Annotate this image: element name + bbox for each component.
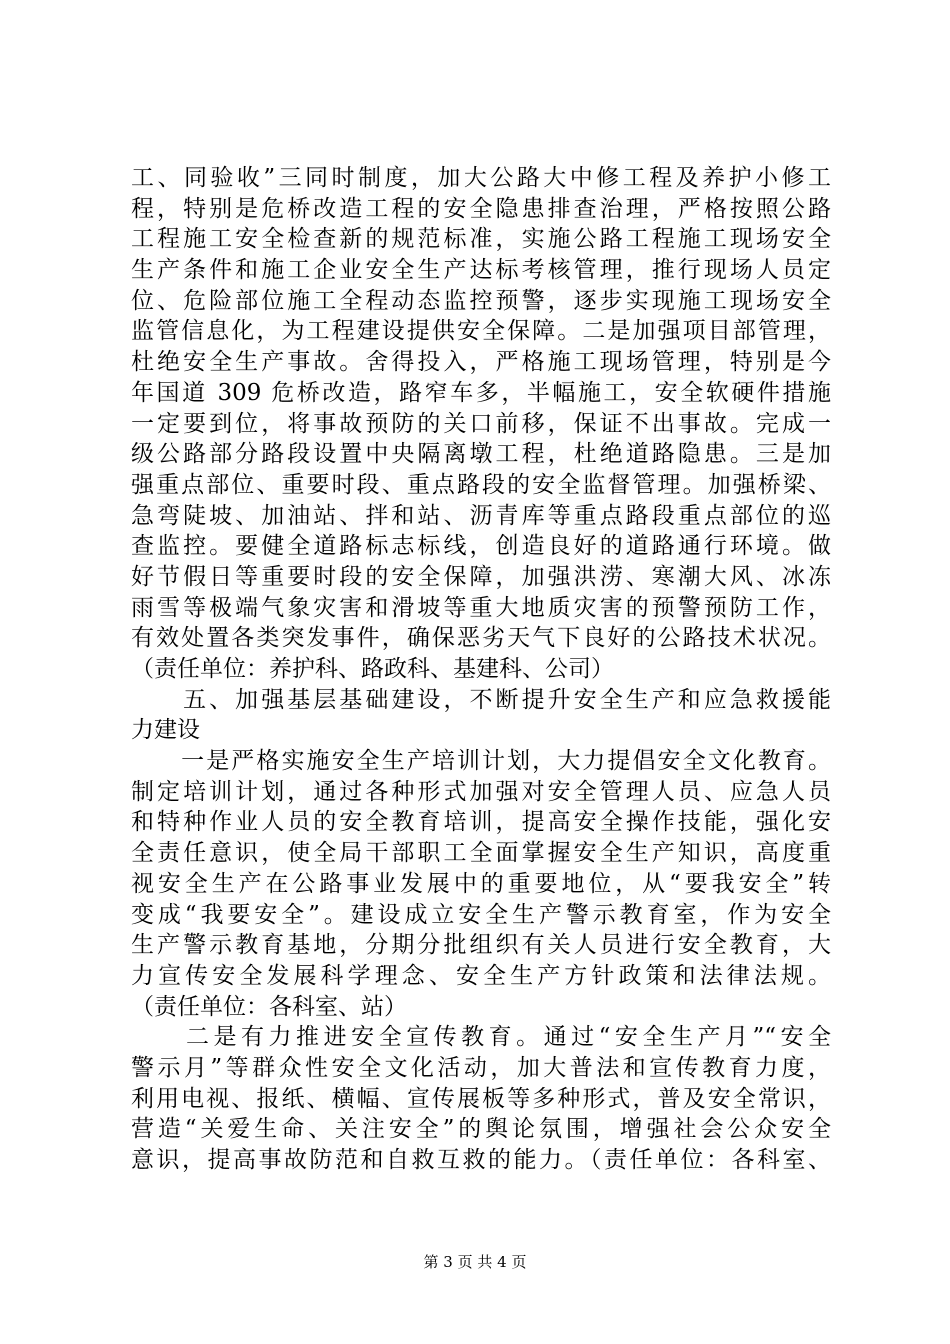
text-line: 制定培训计划，通过各种形式加强对安全管理人员、应急人员 (131, 778, 831, 805)
text-line: 级公路部分路段设置中央隔离墩工程，杜绝道路隐患。三是加 (131, 441, 831, 468)
text-line: 有效处置各类突发事件，确保恶劣天气下良好的公路技术状况。 (131, 625, 831, 652)
text-line: 强重点部位、重要时段、重点路段的安全监督管理。加强桥梁、 (131, 471, 831, 498)
text-line: 雨雪等极端气象灾害和滑坡等重大地质灾害的预警预防工作， (131, 594, 831, 621)
page-footer (0, 1252, 950, 1272)
text-line: 生产条件和施工企业安全生产达标考核管理，推行现场人员定 (131, 257, 831, 284)
text-line: 查监控。要健全道路标志标线，创造良好的道路通行环境。做 (131, 533, 831, 560)
text-line: （责任单位：各科室、站） (131, 993, 407, 1020)
text-line: 和特种作业人员的安全教育培训，提高安全操作技能，强化安 (131, 809, 831, 836)
text-line: 营造“关爱生命、关注安全”的舆论氛围，增强社会公众安全 (131, 1116, 831, 1143)
text-line: 一是严格实施安全生产培训计划，大力提倡安全文化教育。 (131, 748, 831, 775)
text-line: 变成“我要安全”。建设成立安全生产警示教育室，作为安全 (131, 901, 831, 928)
text-line: 工程施工安全检查新的规范标准，实施公路工程施工现场安全 (131, 226, 831, 253)
text-line: 全责任意识，使全局干部职工全面掌握安全生产知识，高度重 (131, 840, 831, 867)
text-line: 利用电视、报纸、横幅、宣传展板等多种形式，普及安全常识， (131, 1085, 831, 1112)
text-line: 好节假日等重要时段的安全保障，加强洪涝、寒潮大风、冰冻 (131, 563, 831, 590)
text-line: 视安全生产在公路事业发展中的重要地位，从“要我安全”转 (131, 870, 831, 897)
text-line: 二是有力推进安全宣传教育。通过“安全生产月”“安全 (131, 1024, 831, 1051)
text-line: 监管信息化，为工程建设提供安全保障。二是加强项目部管理， (131, 318, 831, 345)
text-line: 意识，提高事故防范和自救互救的能力。（责任单位：各科室、 (131, 1147, 831, 1173)
section-heading-line: 力建设 (131, 717, 200, 744)
text-line: 急弯陡坡、加油站、拌和站、沥青库等重点路段重点部位的巡 (131, 502, 831, 529)
text-line: 力宣传安全发展科学理念、安全生产方针政策和法律法规。 (131, 962, 831, 989)
text-line: 年国道 309 危桥改造，路窄车多，半幅施工，安全软硬件措施 (131, 379, 831, 406)
text-line: 程，特别是危桥改造工程的安全隐患排查治理，严格按照公路 (131, 195, 831, 222)
text-line: 警示月”等群众性安全文化活动，加大普法和宣传教育力度， (131, 1054, 831, 1081)
text-line: 杜绝安全生产事故。舍得投入，严格施工现场管理，特别是今 (131, 349, 831, 376)
text-line: 工、同验收”三同时制度，加大公路大中修工程及养护小修工 (131, 165, 831, 191)
section-heading-line: 五、加强基层基础建设，不断提升安全生产和应急救援能 (131, 686, 831, 713)
text-line: 生产警示教育基地，分期分批组织有关人员进行安全教育，大 (131, 932, 831, 959)
document-body (131, 163, 831, 1176)
text-line: （责任单位：养护科、路政科、基建科、公司） (131, 656, 614, 682)
text-line: 一定要到位，将事故预防的关口前移，保证不出事故。完成一 (131, 410, 831, 437)
text-line: 位、危险部位施工全程动态监控预警，逐步实现施工现场安全 (131, 287, 831, 314)
page-number-label: 第 3 页 共 4 页 (423, 1253, 527, 1271)
